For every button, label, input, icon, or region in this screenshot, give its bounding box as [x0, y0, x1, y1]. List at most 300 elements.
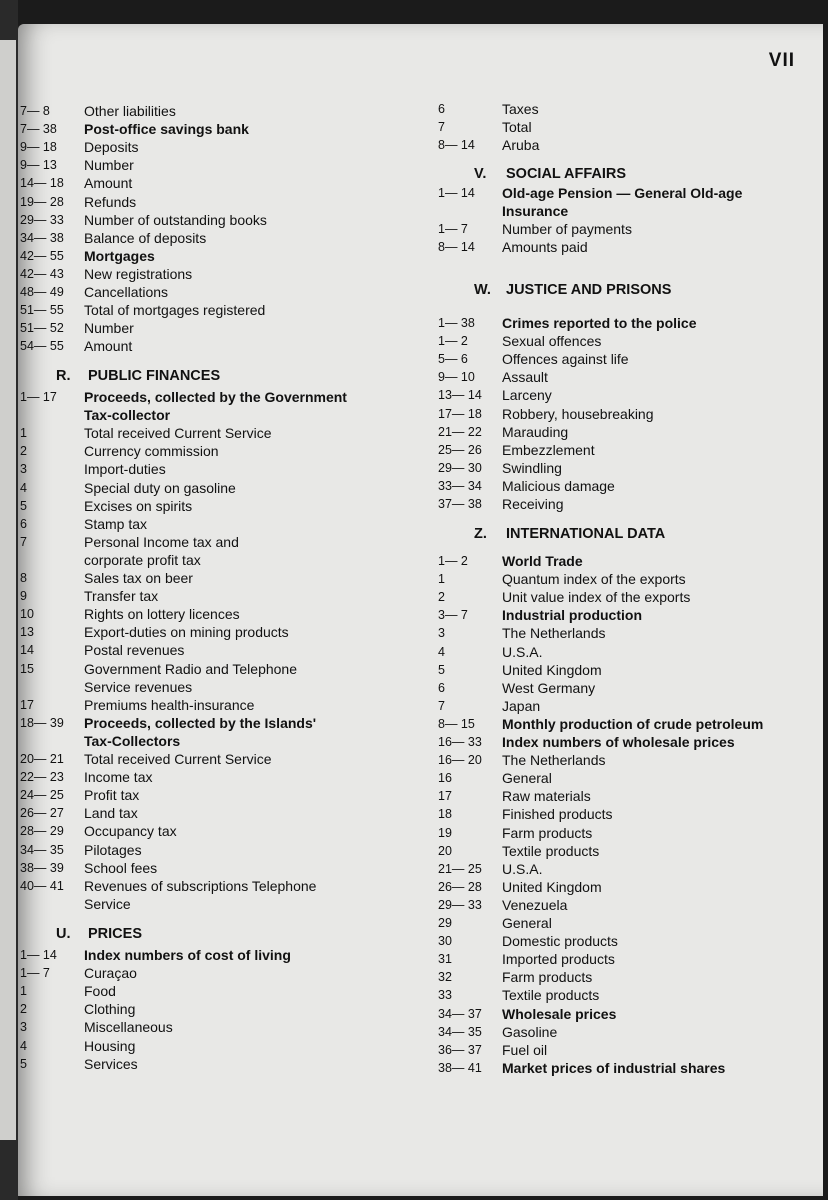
- table-number-range: 18: [438, 807, 452, 822]
- list-item-label: Taxes: [502, 101, 539, 117]
- list-item: [20, 605, 360, 623]
- list-item-label: Special duty on gasoline: [84, 479, 236, 496]
- table-number-range: 32: [438, 970, 452, 985]
- table-number-range: 18— 39: [20, 715, 64, 730]
- list-item-label: Finished products: [502, 806, 613, 823]
- list-item-label: Offences against life: [502, 351, 629, 368]
- list-item: [438, 495, 818, 513]
- list-item: [20, 265, 360, 283]
- table-number-range: 33— 34: [438, 478, 482, 493]
- list-item-label: Quantum index of the exports: [502, 571, 686, 588]
- table-number-range: 6: [438, 680, 445, 695]
- list-item-label: Index numbers of cost of living: [84, 947, 291, 963]
- table-number-range: 1— 2: [438, 334, 468, 349]
- list-item-label: corporate profit tax: [84, 551, 201, 568]
- list-item-label: School fees: [84, 859, 158, 876]
- list-item-label: Old-age Pension — General Old-age: [502, 185, 743, 201]
- list-item: [20, 301, 360, 319]
- document-page: [18, 24, 823, 1196]
- list-item-label: Venezuela: [502, 896, 568, 913]
- list-item-label: Curaçao: [84, 965, 137, 982]
- list-item-label: Rights on lottery licences: [84, 606, 240, 623]
- table-number-range: 9: [20, 589, 27, 604]
- list-item-label: Proceeds, collected by the Government: [84, 389, 347, 405]
- table-number-range: 7: [438, 698, 445, 713]
- table-number-range: 26— 28: [438, 879, 482, 894]
- section-title: JUSTICE AND PRISONS: [506, 282, 672, 298]
- list-item-label: Raw materials: [502, 788, 591, 805]
- list-item: [20, 319, 360, 337]
- list-item: [438, 896, 818, 914]
- table-number-range: 38— 39: [20, 860, 64, 875]
- list-item: [438, 202, 818, 220]
- list-item-label: Swindling: [502, 459, 562, 476]
- list-item: [438, 552, 818, 570]
- list-item: [438, 386, 818, 404]
- table-number-range: 17: [438, 789, 452, 804]
- list-item: [438, 1023, 818, 1041]
- list-item: [20, 388, 360, 406]
- list-item: [438, 805, 818, 823]
- list-item-label: Embezzlement: [502, 441, 595, 458]
- list-item-label: Tax-collector: [84, 407, 171, 424]
- list-item: [20, 841, 360, 859]
- table-number-range: 36— 37: [438, 1042, 482, 1057]
- list-item-label: Total: [502, 119, 532, 136]
- list-item-label: Transfer tax: [84, 588, 159, 605]
- list-item: [20, 460, 360, 478]
- list-item-label: Unit value index of the exports: [502, 589, 691, 606]
- section-title: PRICES: [88, 926, 142, 942]
- list-item-label: Stamp tax: [84, 515, 148, 532]
- list-item: [438, 441, 818, 459]
- list-item: [20, 1018, 360, 1036]
- table-number-range: 2: [20, 444, 27, 459]
- list-item-label: Occupancy tax: [84, 823, 177, 840]
- list-item: [20, 533, 360, 551]
- list-item-label: Services: [84, 1055, 138, 1072]
- list-item-label: Number of payments: [502, 221, 632, 238]
- list-item: [438, 661, 818, 679]
- table-number-range: 1— 14: [438, 186, 475, 200]
- table-number-range: 31: [438, 952, 452, 967]
- list-item: [20, 479, 360, 497]
- table-number-range: 17— 18: [438, 406, 482, 421]
- list-item-label: Pilotages: [84, 841, 142, 858]
- table-number-range: 5: [438, 662, 445, 677]
- list-item: [438, 118, 818, 136]
- table-number-range: 3: [438, 626, 445, 641]
- table-number-range: 24— 25: [20, 788, 64, 803]
- list-item-label: Receiving: [502, 496, 564, 512]
- list-item-label: Tax-Collectors: [84, 732, 181, 749]
- table-number-range: 2: [20, 1002, 27, 1017]
- list-item: [20, 229, 360, 247]
- table-number-range: 7: [20, 534, 27, 549]
- list-item: [438, 1041, 818, 1059]
- table-number-range: 30: [438, 934, 452, 949]
- table-number-range: 34— 38: [20, 230, 64, 245]
- list-item-label: World Trade: [502, 553, 583, 569]
- list-item: [20, 442, 360, 460]
- list-item: [438, 860, 818, 878]
- table-number-range: 20: [438, 843, 452, 858]
- table-number-range: 1: [20, 984, 27, 999]
- table-number-range: 1— 7: [20, 966, 50, 981]
- table-number-range: 51— 55: [20, 303, 64, 318]
- list-item-label: The Netherlands: [502, 752, 606, 769]
- table-number-range: 7: [438, 120, 445, 135]
- table-number-range: 40— 41: [20, 878, 64, 893]
- list-item: [20, 964, 360, 982]
- list-item-label: Excises on spirits: [84, 497, 193, 514]
- list-item-label: Land tax: [84, 805, 138, 822]
- list-item: [438, 332, 818, 350]
- list-item: [438, 570, 818, 588]
- table-number-range: 4: [20, 1038, 27, 1053]
- list-item: [20, 156, 360, 174]
- list-item: [438, 950, 818, 968]
- table-number-range: 4: [438, 644, 445, 659]
- table-number-range: 1— 14: [20, 948, 57, 962]
- list-item: [20, 337, 360, 355]
- table-number-range: 5— 6: [438, 352, 468, 367]
- table-number-range: 9— 13: [20, 158, 57, 173]
- table-number-range: 15: [20, 661, 34, 676]
- table-number-range: 2: [438, 590, 445, 605]
- right-column: [438, 24, 818, 1196]
- list-item: [20, 283, 360, 301]
- list-item: [20, 678, 360, 696]
- list-item-label: Gasoline: [502, 1023, 558, 1040]
- table-number-range: 33: [438, 988, 452, 1003]
- list-item-label: Robbery, housebreaking: [502, 405, 654, 422]
- list-item-label: Marauding: [502, 423, 569, 440]
- list-item: [20, 895, 360, 913]
- section-letter: V.: [474, 166, 487, 182]
- list-item-label: Imported products: [502, 951, 615, 968]
- table-number-range: 20— 21: [20, 752, 64, 766]
- list-item-label: Service: [84, 895, 131, 912]
- table-number-range: 16: [438, 771, 452, 786]
- list-item-label: Monthly production of crude petroleum: [502, 715, 764, 732]
- list-item: [438, 350, 818, 368]
- list-item-label: Refunds: [84, 193, 137, 210]
- section-letter: R.: [56, 368, 71, 384]
- list-item: [20, 587, 360, 605]
- list-item: [438, 679, 818, 697]
- list-item-label: Japan: [502, 697, 541, 714]
- table-number-range: 4: [20, 480, 27, 495]
- list-item-label: Industrial production: [502, 607, 642, 624]
- list-item-label: Wholesale prices: [502, 1005, 617, 1022]
- list-item: [20, 424, 360, 442]
- list-item: [438, 986, 818, 1004]
- list-item-label: Deposits: [84, 139, 139, 156]
- section-title: INTERNATIONAL DATA: [506, 526, 666, 542]
- list-item-label: Sales tax on beer: [84, 570, 193, 586]
- list-item-label: Total received Current Service: [84, 425, 272, 442]
- list-item-label: Amount: [84, 175, 133, 192]
- list-item-label: Farm products: [502, 969, 593, 986]
- table-number-range: 29— 33: [438, 897, 482, 912]
- table-number-range: 1— 2: [438, 554, 468, 568]
- table-number-range: 3— 7: [438, 608, 468, 623]
- list-item: [438, 220, 818, 238]
- list-item-label: Postal revenues: [84, 642, 185, 659]
- list-item: [20, 660, 360, 678]
- table-number-range: 8— 15: [438, 716, 475, 731]
- list-item: [20, 696, 360, 714]
- table-number-range: 9— 18: [20, 140, 57, 155]
- list-item-label: Premiums health-insurance: [84, 696, 255, 713]
- list-item: [20, 877, 360, 895]
- list-item: [438, 624, 818, 642]
- list-item: [20, 982, 360, 1000]
- list-item: [20, 1055, 360, 1073]
- list-item-label: Domestic products: [502, 933, 618, 950]
- table-number-range: 5: [20, 1056, 27, 1071]
- table-number-range: 3: [20, 462, 27, 477]
- list-item-label: Government Radio and Telephone: [84, 660, 298, 677]
- list-item-label: Cancellations: [84, 284, 169, 300]
- list-item-label: Post-office savings bank: [84, 121, 249, 138]
- list-item: [438, 588, 818, 606]
- list-item-label: Amount: [84, 338, 133, 355]
- table-number-range: 13— 14: [438, 388, 482, 403]
- table-number-range: 14: [20, 643, 34, 658]
- list-item-label: Housing: [84, 1037, 136, 1054]
- list-item-label: United Kingdom: [502, 878, 602, 895]
- list-item-label: Aruba: [502, 137, 540, 154]
- table-number-range: 51— 52: [20, 321, 64, 336]
- list-item-label: Income tax: [84, 769, 153, 786]
- list-item: [438, 878, 818, 896]
- list-item: [20, 211, 360, 229]
- table-number-range: 9— 10: [438, 370, 475, 385]
- section-title: SOCIAL AFFAIRS: [506, 166, 627, 182]
- table-number-range: 13: [20, 625, 34, 640]
- table-number-range: 37— 38: [438, 497, 482, 511]
- table-number-range: 19: [438, 825, 452, 840]
- table-number-range: 38— 41: [438, 1060, 482, 1075]
- list-item-label: Total received Current Service: [84, 751, 272, 767]
- list-item: [438, 238, 818, 256]
- table-number-range: 29— 33: [20, 212, 64, 227]
- list-item-label: Mortgages: [84, 247, 155, 264]
- page-left-edge: [0, 0, 18, 1200]
- list-item: [438, 136, 818, 154]
- list-item-label: Proceeds, collected by the Islands': [84, 714, 317, 731]
- list-item: [438, 643, 818, 661]
- list-item-label: Amounts paid: [502, 239, 588, 256]
- list-item-label: Export-duties on mining products: [84, 624, 289, 641]
- table-number-range: 1— 38: [438, 316, 475, 330]
- list-item: [20, 822, 360, 840]
- list-item: [20, 569, 360, 587]
- table-number-range: 17: [20, 697, 34, 712]
- list-item-label: New registrations: [84, 265, 193, 282]
- table-number-range: 16— 20: [438, 753, 482, 768]
- list-item: [20, 750, 360, 768]
- list-item-label: The Netherlands: [502, 625, 606, 642]
- table-number-range: 29— 30: [438, 460, 482, 475]
- table-number-range: 54— 55: [20, 339, 64, 354]
- table-number-range: 14— 18: [20, 176, 64, 191]
- list-item-label: Assault: [502, 369, 548, 386]
- list-item-label: Profit tax: [84, 787, 140, 804]
- list-item: [438, 368, 818, 386]
- section-letter: U.: [56, 926, 71, 942]
- list-item-label: Personal Income tax and: [84, 533, 239, 550]
- list-item: [438, 842, 818, 860]
- table-number-range: 5: [20, 498, 27, 513]
- table-number-range: 21— 25: [438, 861, 482, 876]
- list-item: [20, 786, 360, 804]
- list-item-label: United Kingdom: [502, 661, 602, 678]
- list-item: [20, 497, 360, 515]
- list-item-label: Insurance: [502, 203, 569, 220]
- list-item: [20, 515, 360, 533]
- list-item: [438, 184, 818, 202]
- list-item: [438, 932, 818, 950]
- list-item: [438, 1005, 818, 1023]
- list-item: [438, 769, 818, 787]
- list-item-label: Textile products: [502, 842, 600, 859]
- table-number-range: 28— 29: [20, 824, 64, 839]
- page-number: VII: [768, 50, 795, 71]
- table-number-range: 21— 22: [438, 424, 482, 439]
- table-number-range: 7— 38: [20, 122, 57, 137]
- table-number-range: 1: [20, 426, 27, 441]
- list-item: [438, 968, 818, 986]
- list-item-label: Malicious damage: [502, 477, 615, 494]
- list-item-label: Number: [84, 320, 134, 337]
- table-number-range: 8— 14: [438, 138, 475, 153]
- table-number-range: 42— 55: [20, 248, 64, 263]
- list-item: [438, 733, 818, 751]
- list-item: [20, 247, 360, 265]
- list-item: [438, 477, 818, 495]
- list-item: [438, 423, 818, 441]
- table-number-range: 26— 27: [20, 806, 64, 821]
- list-item: [20, 714, 360, 732]
- list-item: [438, 1059, 818, 1077]
- list-item-label: Fuel oil: [502, 1041, 548, 1058]
- list-item: [20, 641, 360, 659]
- list-item: [438, 715, 818, 733]
- table-number-range: 8— 14: [438, 240, 475, 255]
- table-number-range: 6: [438, 102, 445, 116]
- list-item: [438, 459, 818, 477]
- list-item-label: Clothing: [84, 1001, 136, 1018]
- previous-page-strip: [0, 40, 16, 1140]
- section-letter: W.: [474, 282, 491, 298]
- table-number-range: 22— 23: [20, 770, 64, 785]
- list-item: [438, 787, 818, 805]
- list-item-label: Balance of deposits: [84, 229, 207, 246]
- list-item-label: Miscellaneous: [84, 1019, 173, 1036]
- list-item-label: Number: [84, 157, 134, 174]
- list-item: [20, 804, 360, 822]
- section-letter: Z.: [474, 526, 487, 542]
- table-number-range: 42— 43: [20, 266, 64, 281]
- table-number-range: 34— 37: [438, 1006, 482, 1021]
- table-number-range: 10: [20, 607, 34, 622]
- list-item-label: Textile products: [502, 987, 600, 1004]
- section-title: PUBLIC FINANCES: [88, 368, 221, 384]
- list-item-label: Crimes reported to the police: [502, 315, 697, 331]
- table-number-range: 1— 7: [438, 222, 468, 237]
- list-item-label: Index numbers of wholesale prices: [502, 734, 735, 750]
- list-item: [438, 751, 818, 769]
- table-number-range: 19— 28: [20, 194, 64, 209]
- list-item: [20, 732, 360, 750]
- list-item: [20, 406, 360, 424]
- table-number-range: 3: [20, 1020, 27, 1035]
- list-item: [20, 138, 360, 156]
- table-number-range: 1: [438, 572, 445, 587]
- list-item: [20, 174, 360, 192]
- left-column: [20, 24, 360, 1196]
- table-number-range: 25— 26: [438, 442, 482, 457]
- list-item: [20, 1000, 360, 1018]
- list-item-label: U.S.A.: [502, 860, 543, 877]
- table-number-range: 48— 49: [20, 285, 64, 299]
- list-item: [20, 859, 360, 877]
- list-item: [20, 120, 360, 138]
- list-item-label: West Germany: [502, 679, 596, 696]
- list-item-label: Number of outstanding books: [84, 211, 267, 228]
- list-item: [438, 314, 818, 332]
- list-item-label: Import-duties: [84, 461, 166, 478]
- list-item-label: Farm products: [502, 824, 593, 841]
- list-item-label: Revenues of subscriptions Telephone: [84, 877, 317, 894]
- list-item-label: Market prices of industrial shares: [502, 1059, 726, 1076]
- table-number-range: 29: [438, 916, 452, 930]
- list-item: [438, 606, 818, 624]
- table-number-range: 34— 35: [20, 842, 64, 857]
- list-item: [438, 405, 818, 423]
- list-item: [20, 946, 360, 964]
- list-item-label: Service revenues: [84, 678, 193, 695]
- list-item-label: Larceny: [502, 387, 552, 404]
- list-item-label: U.S.A.: [502, 643, 543, 660]
- list-item: [438, 824, 818, 842]
- table-number-range: 7— 8: [20, 104, 50, 118]
- list-item-label: General: [502, 915, 552, 931]
- table-number-range: 34— 35: [438, 1024, 482, 1039]
- list-item: [20, 768, 360, 786]
- list-item-label: Currency commission: [84, 443, 219, 460]
- list-item: [20, 551, 360, 569]
- list-item: [20, 193, 360, 211]
- list-item: [20, 1037, 360, 1055]
- list-item-label: Other liabilities: [84, 103, 176, 119]
- list-item: [20, 623, 360, 641]
- list-item-label: General: [502, 770, 552, 787]
- list-item: [438, 697, 818, 715]
- list-item: [438, 914, 818, 932]
- table-number-range: 8: [20, 571, 27, 585]
- table-number-range: 16— 33: [438, 735, 482, 749]
- table-number-range: 6: [20, 516, 27, 531]
- table-number-range: 1— 17: [20, 390, 57, 404]
- list-item-label: Food: [84, 983, 116, 1000]
- list-item: [20, 102, 360, 120]
- list-item-label: Sexual offences: [502, 333, 602, 350]
- list-item: [438, 100, 818, 118]
